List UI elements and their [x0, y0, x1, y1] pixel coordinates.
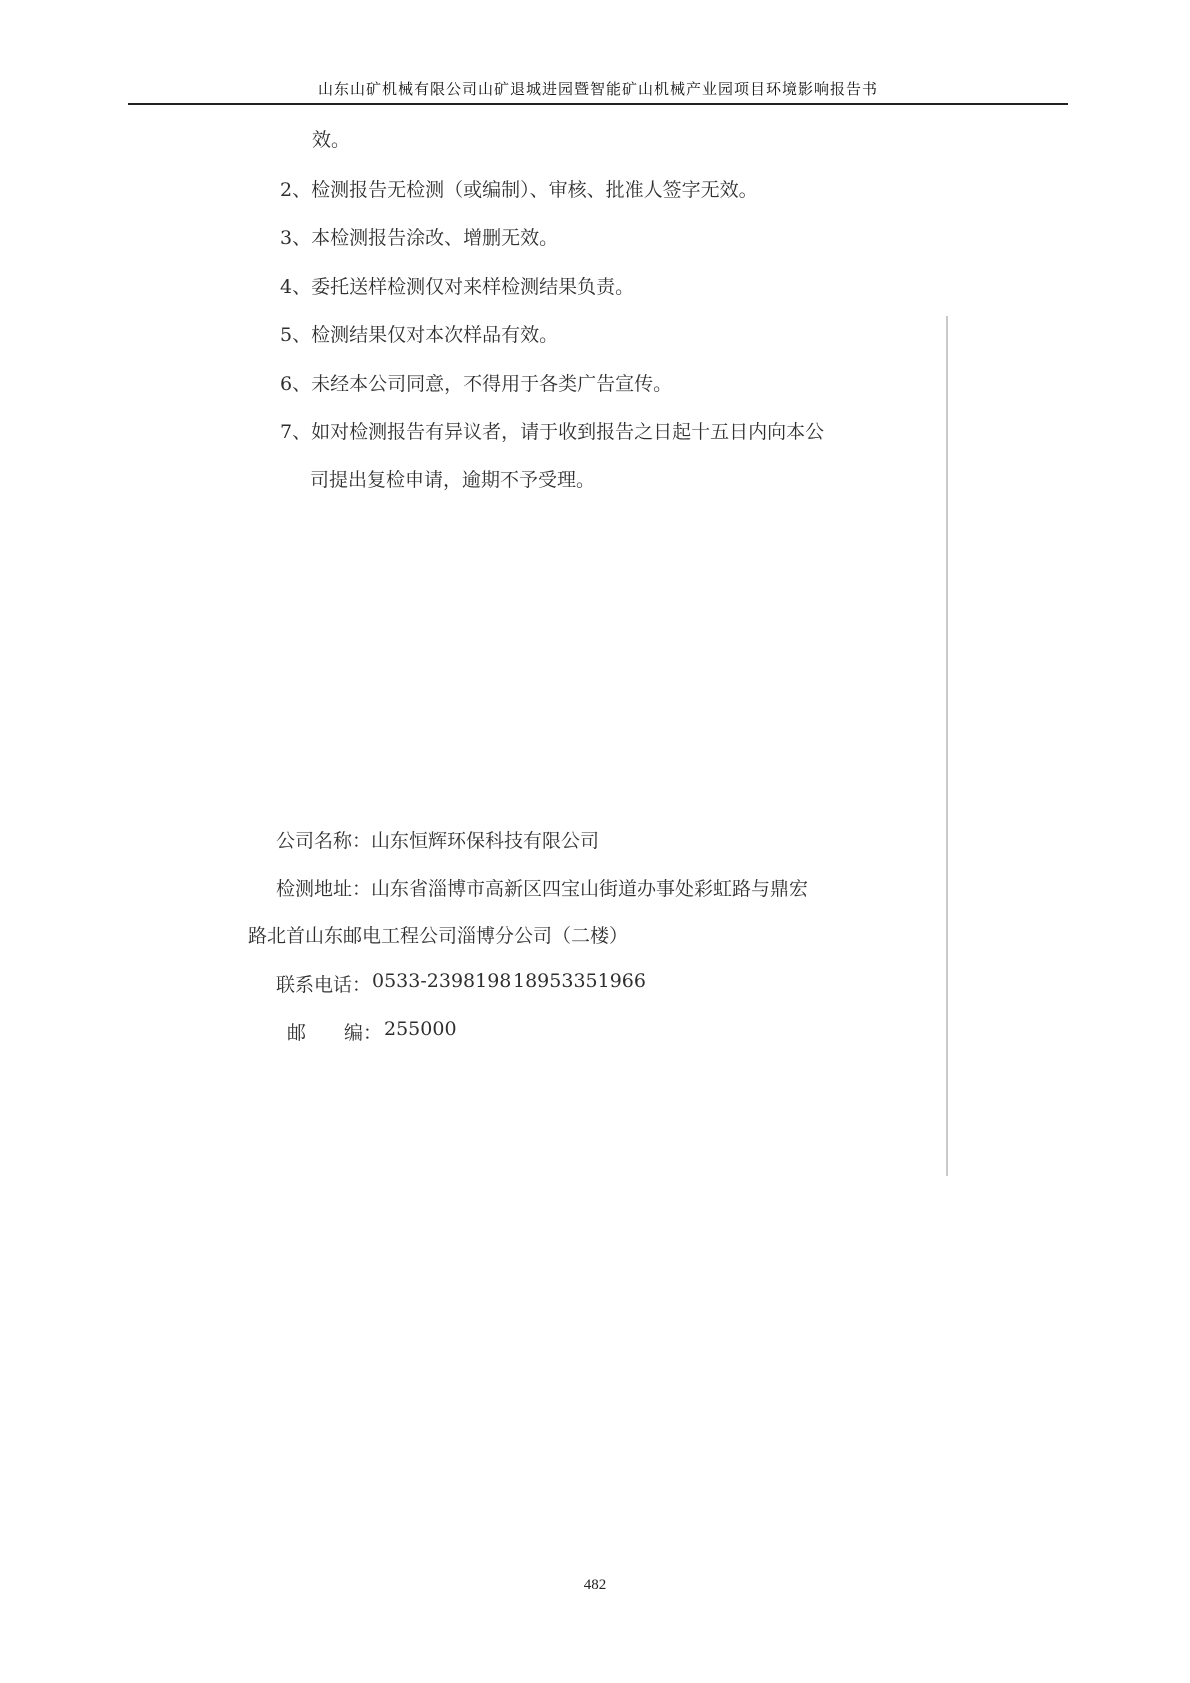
- scanned-page-region: [128, 106, 948, 1176]
- company-address-line-2: 路北首山东邮电工程公司淄博分公司（二楼）: [248, 925, 629, 947]
- page-number: 482: [583, 1577, 607, 1593]
- phone-number-mobile: 18953351966: [513, 970, 646, 992]
- postcode-label-part-1: 邮: [287, 1022, 307, 1044]
- postcode-label-part-2: 编：: [344, 1022, 383, 1044]
- note-item-3: 3、本检测报告涂改、增删无效。: [280, 227, 559, 249]
- note-continuation: 效。: [312, 129, 351, 151]
- document-header-title: 山东山矿机械有限公司山矿退城进园暨智能矿山机械产业园项目环境影响报告书: [317, 80, 878, 98]
- note-item-7-continuation: 司提出复检申请，逾期不予受理。: [310, 469, 596, 491]
- note-item-7: 7、如对检测报告有异议者，请于收到报告之日起十五日内向本公: [280, 421, 825, 443]
- scan-edge-line: [946, 316, 948, 1176]
- header-divider: [128, 103, 1068, 105]
- phone-number-landline: 0533-2398198: [372, 970, 512, 992]
- note-item-2: 2、检测报告无检测（或编制）、审核、批准人签字无效。: [280, 179, 758, 201]
- note-item-4: 4、委托送样检测仅对来样检测结果负责。: [280, 276, 635, 298]
- note-item-6: 6、未经本公司同意，不得用于各类广告宣传。: [280, 373, 673, 395]
- note-item-5: 5、检测结果仅对本次样品有效。: [280, 324, 559, 346]
- phone-label: 联系电话：: [276, 974, 372, 996]
- company-address-line-1: 检测地址：山东省淄博市高新区四宝山街道办事处彩虹路与鼎宏: [276, 878, 809, 900]
- company-name: 公司名称：山东恒辉环保科技有限公司: [276, 830, 600, 852]
- postcode-value: 255000: [384, 1018, 457, 1040]
